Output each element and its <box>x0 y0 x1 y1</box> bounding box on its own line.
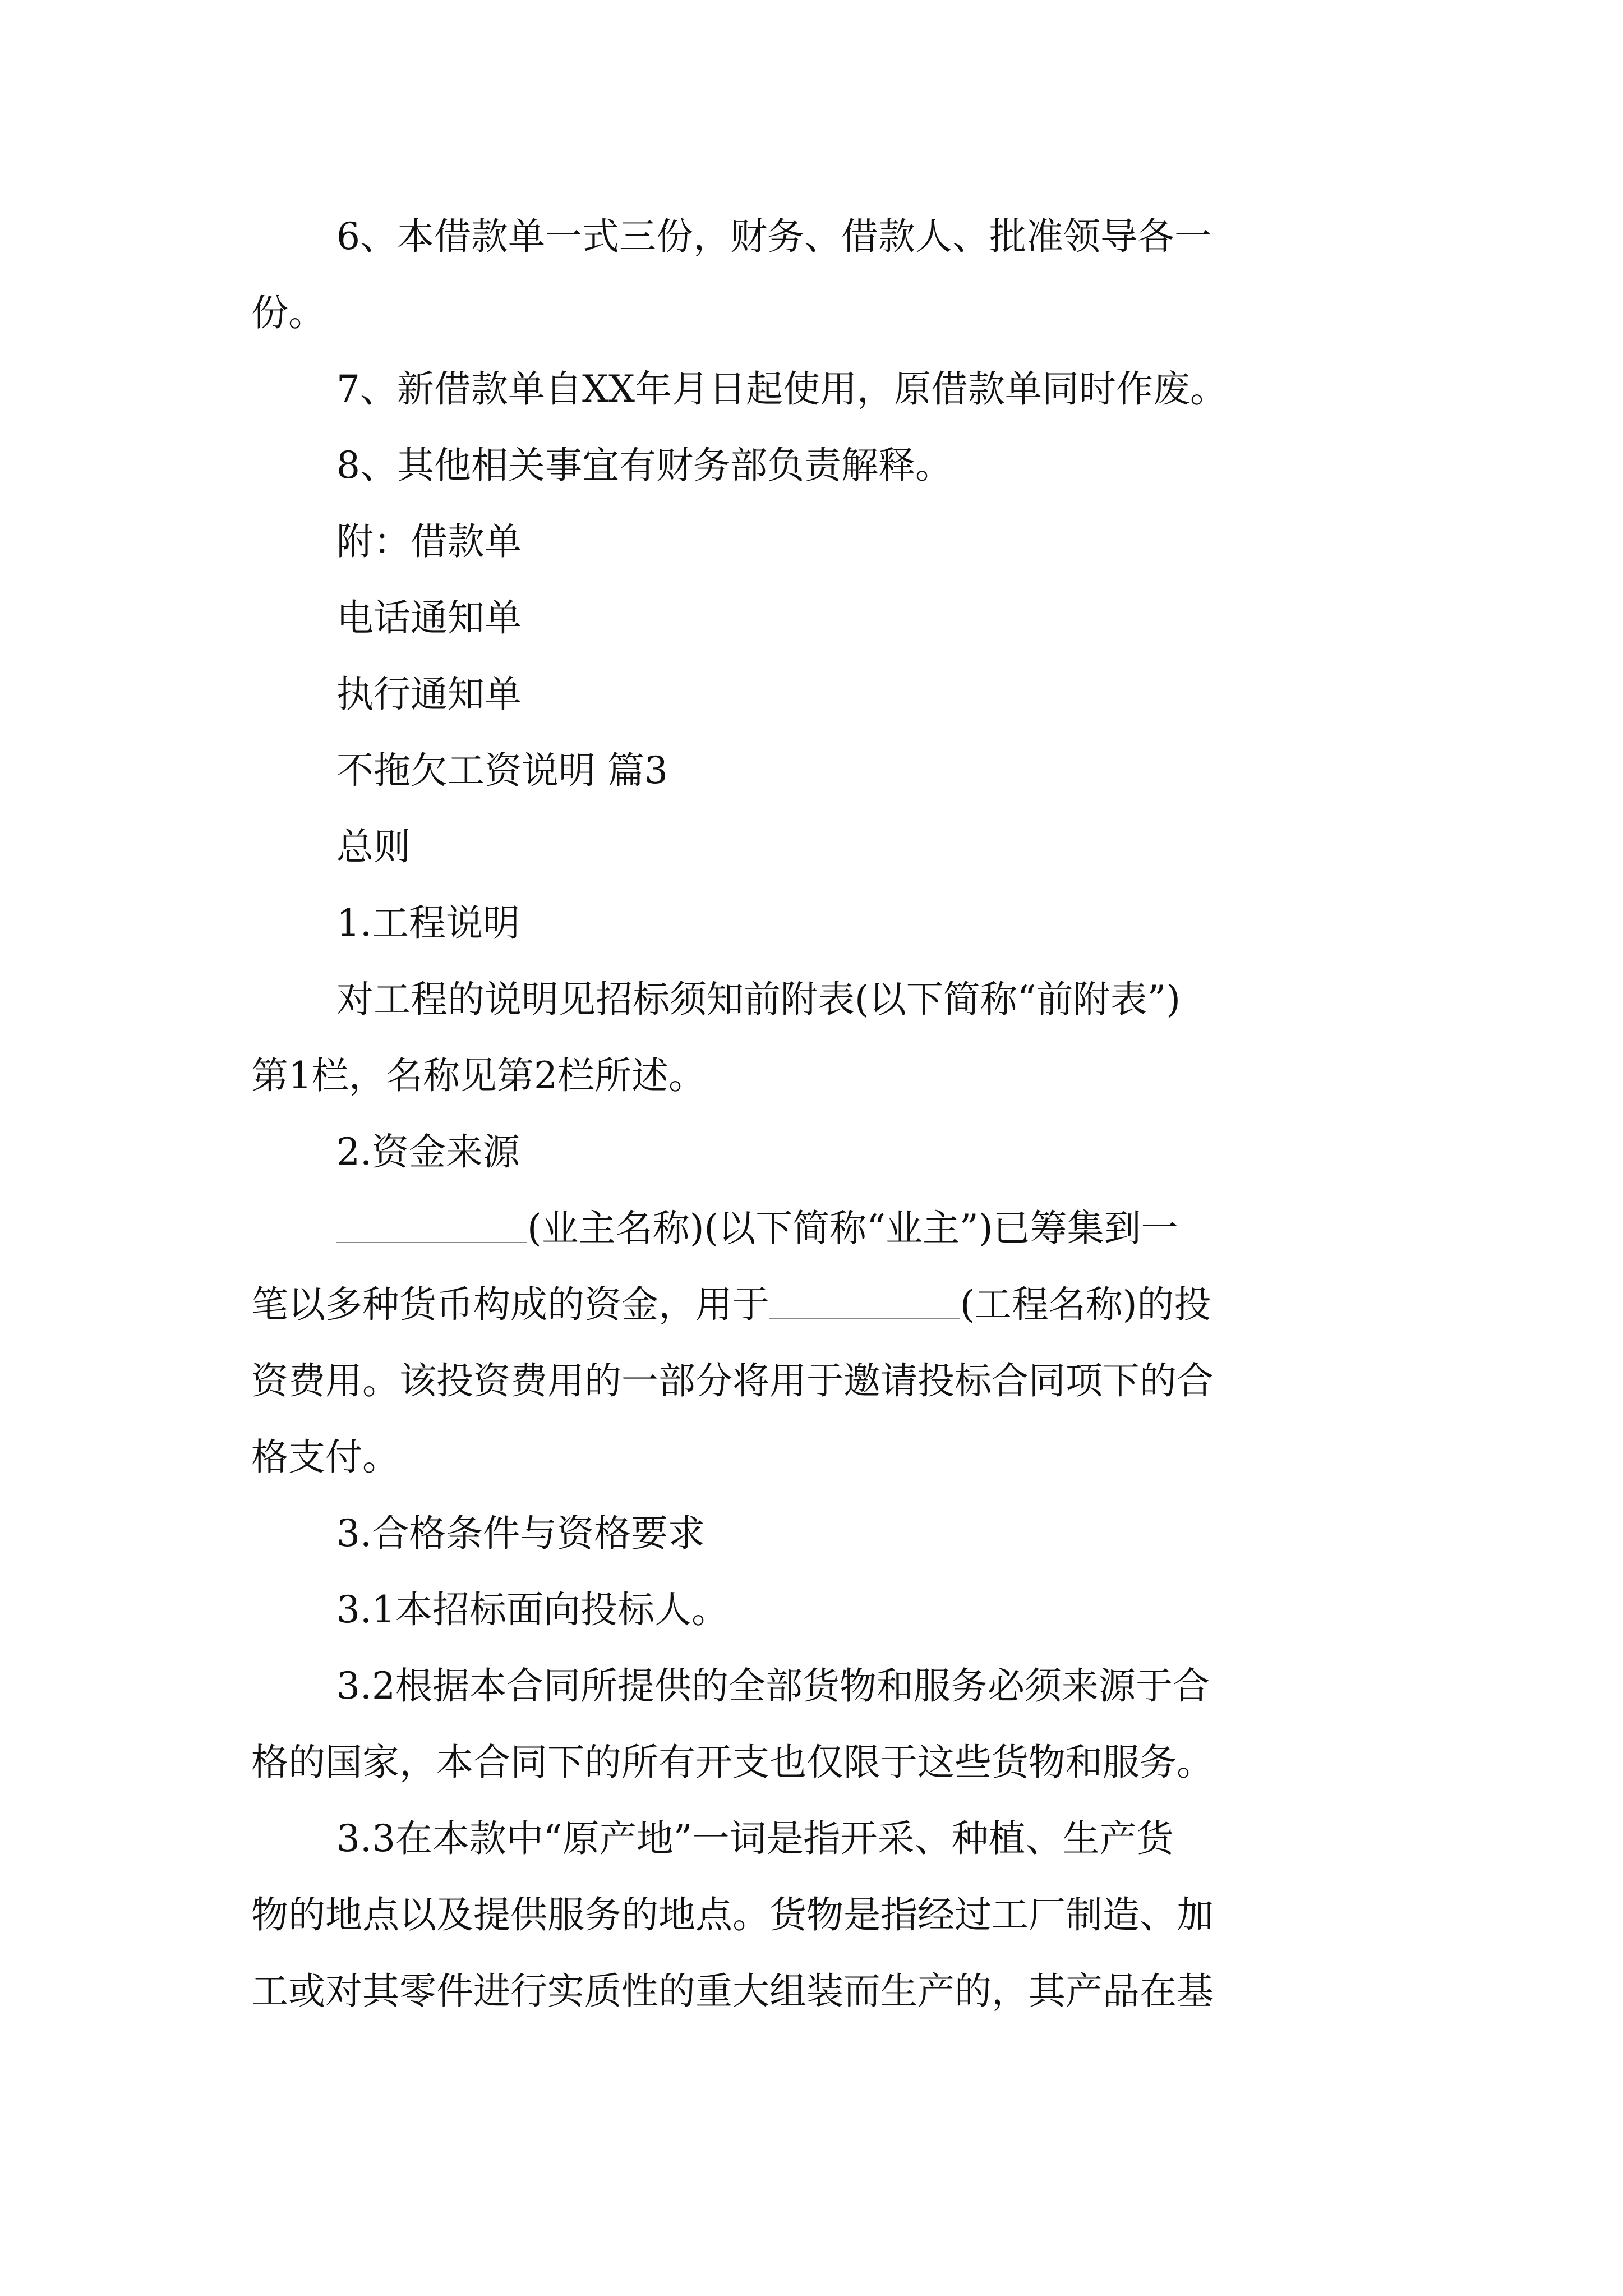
clause-3-1: 3.1本招标面向投标人。 <box>336 1588 728 1631</box>
project-name-blank <box>769 1283 960 1319</box>
clause-2-text-line-3: 资费用。该投资费用的一部分将用于邀请投标合同项下的合 <box>251 1359 1214 1402</box>
paragraph-6-line-2: 份。 <box>251 291 325 334</box>
clause-2-text-line-1-text: (业主名称)(以下简称“业主”)已筹集到一 <box>527 1207 1178 1250</box>
clause-3-3-line-2: 物的地点以及提供服务的地点。货物是指经过工厂制造、加 <box>251 1893 1214 1936</box>
clause-2-text-line-4: 格支付。 <box>251 1435 399 1479</box>
clause-1-heading: 1.工程说明 <box>336 901 520 945</box>
clause-2-text-line-1 <box>336 1200 1178 1257</box>
clause-3-2-line-1: 3.2根据本合同所提供的全部货物和服务必须来源于合 <box>336 1664 1210 1708</box>
clause-2-text-line-2 <box>251 1277 1211 1333</box>
attachment-item-execution-notice: 执行通知单 <box>336 673 522 716</box>
section-heading: 不拖欠工资说明 篇3 <box>336 749 668 792</box>
paragraph-7: 7、新借款单自XX年月日起使用，原借款单同时作废。 <box>336 367 1227 411</box>
clause-3-heading: 3.合格条件与资格要求 <box>336 1512 705 1555</box>
clause-2-text-line-2-end: (工程名称)的投 <box>960 1283 1211 1326</box>
clause-3-3-line-1: 3.3在本款中“原产地”一词是指开采、种植、生产货 <box>336 1817 1174 1860</box>
clause-2-heading: 2.资金来源 <box>336 1130 520 1174</box>
general-provisions-heading: 总则 <box>336 825 411 868</box>
paragraph-6-line-1: 6、本借款单一式三份，财务、借款人、批准领导各一 <box>336 215 1211 258</box>
owner-name-blank <box>336 1207 527 1243</box>
attachment-label: 附：借款单 <box>336 520 522 563</box>
clause-3-3-line-3: 工或对其零件进行实质性的重大组装而生产的，其产品在基 <box>251 1970 1214 2013</box>
clause-3-2-line-2: 格的国家，本合同下的所有开支也仅限于这些货物和服务。 <box>251 1741 1214 1784</box>
clause-1-text-line-2: 第1栏，名称见第2栏所述。 <box>251 1054 706 1097</box>
attachment-item-phone-notice: 电话通知单 <box>336 596 522 639</box>
paragraph-8: 8、其他相关事宜有财务部负责解释。 <box>336 444 952 487</box>
clause-1-text-line-1: 对工程的说明见招标须知前附表(以下简称“前附表”) <box>336 978 1181 1021</box>
clause-2-text-line-2-start: 笔以多种货币构成的资金，用于 <box>251 1283 769 1326</box>
